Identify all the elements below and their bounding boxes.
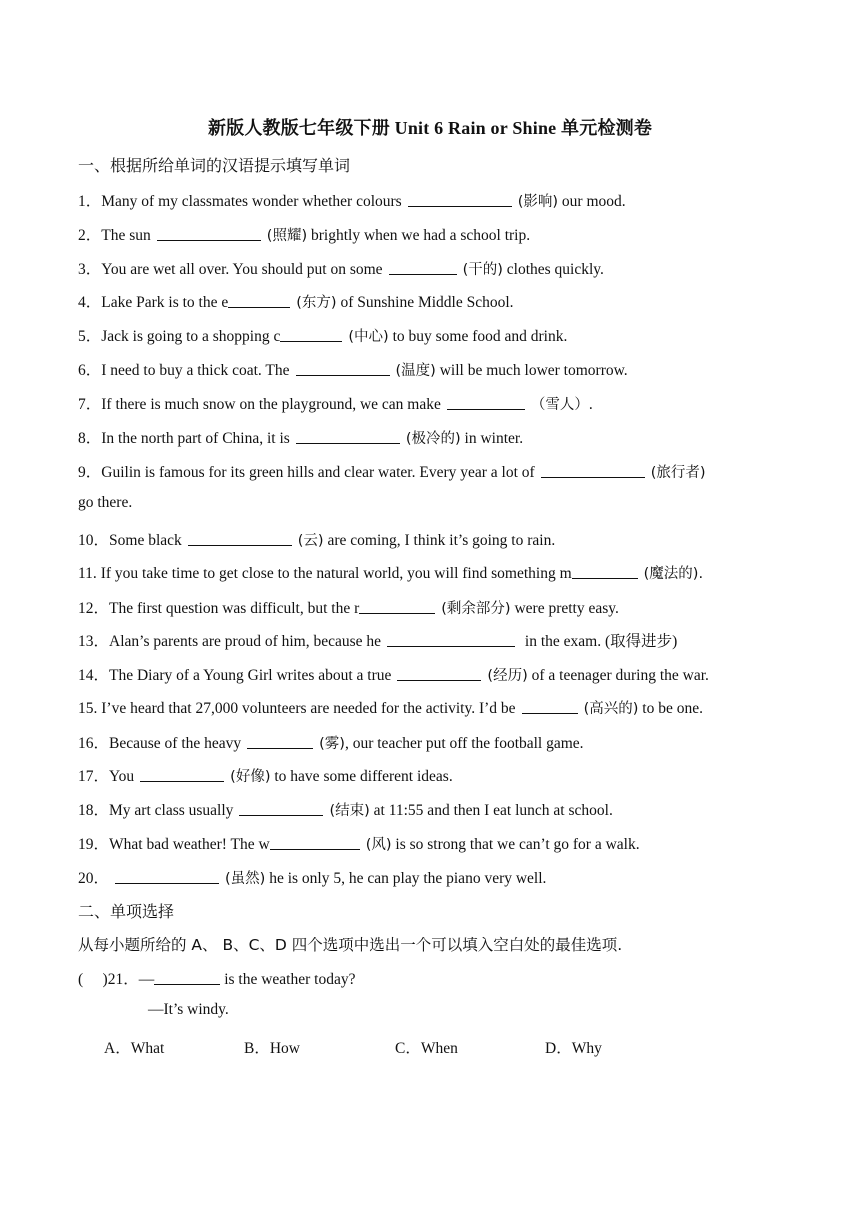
answer-blank[interactable] — [115, 882, 219, 884]
answer-blank[interactable] — [228, 306, 290, 308]
item-15: 15. I’ve heard that 27,000 volunteers are needed for the activity. I’d be (高兴的) to be one. — [78, 700, 703, 717]
option-a[interactable]: A．What — [104, 1040, 165, 1057]
question-21: ( )21．— is the weather today? — [78, 971, 356, 988]
answer-blank[interactable] — [270, 848, 360, 850]
section1-title: 一、根据所给单词的汉语提示填写单词 — [78, 156, 351, 175]
item-3: 3．You are wet all over. You should put on some (干的) clothes quickly. — [78, 261, 604, 278]
option-d[interactable]: D．Why — [545, 1040, 602, 1057]
item-12: 12．The first question was difficult, but the r (剩余部分) were pretty easy. — [78, 600, 619, 617]
item-4: 4．Lake Park is to the e (东方) of Sunshine Middle School. — [78, 294, 514, 311]
answer-blank[interactable] — [447, 408, 525, 410]
item-10: 10．Some black (云) are coming, I think it’s going to rain. — [78, 532, 556, 549]
item-17: 17．You (好像) to have some different ideas. — [78, 768, 453, 785]
item-9: 9．Guilin is famous for its green hills and clear water. Every year a lot of (旅行者) — [78, 464, 706, 481]
answer-blank[interactable] — [239, 814, 323, 816]
item-5: 5．Jack is going to a shopping c (中心) to buy some food and drink. — [78, 328, 568, 345]
answer-blank[interactable] — [296, 374, 390, 376]
option-b[interactable]: B．How — [244, 1040, 300, 1057]
option-c[interactable]: C．When — [395, 1040, 458, 1057]
answer-blank[interactable] — [389, 273, 457, 275]
answer-blank[interactable] — [188, 544, 292, 546]
section2-instruction: 从每小题所给的 A、 B、C、D 四个选项中选出一个可以填入空白处的最佳选项. — [78, 936, 623, 954]
item-7: 7．If there is much snow on the playground, we can make （雪人）. — [78, 396, 593, 413]
item-14: 14．The Diary of a Young Girl writes about a true (经历) of a teenager during the war. — [78, 667, 709, 684]
answer-blank[interactable] — [359, 612, 435, 614]
answer-blank[interactable] — [247, 747, 313, 749]
answer-blank[interactable] — [157, 239, 261, 241]
item-1: 1．Many of my classmates wonder whether colours (影响) our mood. — [78, 193, 626, 210]
answer-blank[interactable] — [154, 983, 220, 985]
item-6: 6．I need to buy a thick coat. The (温度) will be much lower tomorrow. — [78, 362, 628, 379]
item-18: 18．My art class usually (结束) at 11:55 and then I eat lunch at school. — [78, 802, 613, 819]
item-16: 16．Because of the heavy (雾), our teacher put off the football game. — [78, 735, 584, 752]
item-11: 11. If you take time to get close to the natural world, you will find something m (魔法的). — [78, 565, 704, 582]
item-8: 8．In the north part of China, it is (极冷的) in winter. — [78, 430, 524, 447]
item-13: 13．Alan’s parents are proud of him, because he in the exam. (取得进步) — [78, 633, 678, 650]
item-20: 20． (虽然) he is only 5, he can play the piano very well. — [78, 870, 547, 887]
answer-blank[interactable] — [541, 476, 645, 478]
section2-title: 二、单项选择 — [78, 902, 175, 921]
answer-blank[interactable] — [140, 780, 224, 782]
item-19: 19．What bad weather! The w (风) is so strong that we can’t go for a walk. — [78, 836, 640, 853]
page-title: 新版人教版七年级下册 Unit 6 Rain or Shine 单元检测卷 — [207, 118, 653, 138]
answer-blank[interactable] — [280, 340, 342, 342]
question-21-answer-line: —It’s windy. — [148, 1001, 229, 1018]
answer-blank[interactable] — [397, 679, 481, 681]
answer-blank[interactable] — [387, 645, 515, 647]
item-2: 2．The sun (照耀) brightly when we had a school trip. — [78, 227, 531, 244]
answer-blank[interactable] — [408, 205, 512, 207]
answer-blank[interactable] — [572, 577, 638, 579]
answer-blank[interactable] — [296, 442, 400, 444]
answer-blank[interactable] — [522, 712, 578, 714]
item-9-continuation: go there. — [78, 494, 133, 511]
